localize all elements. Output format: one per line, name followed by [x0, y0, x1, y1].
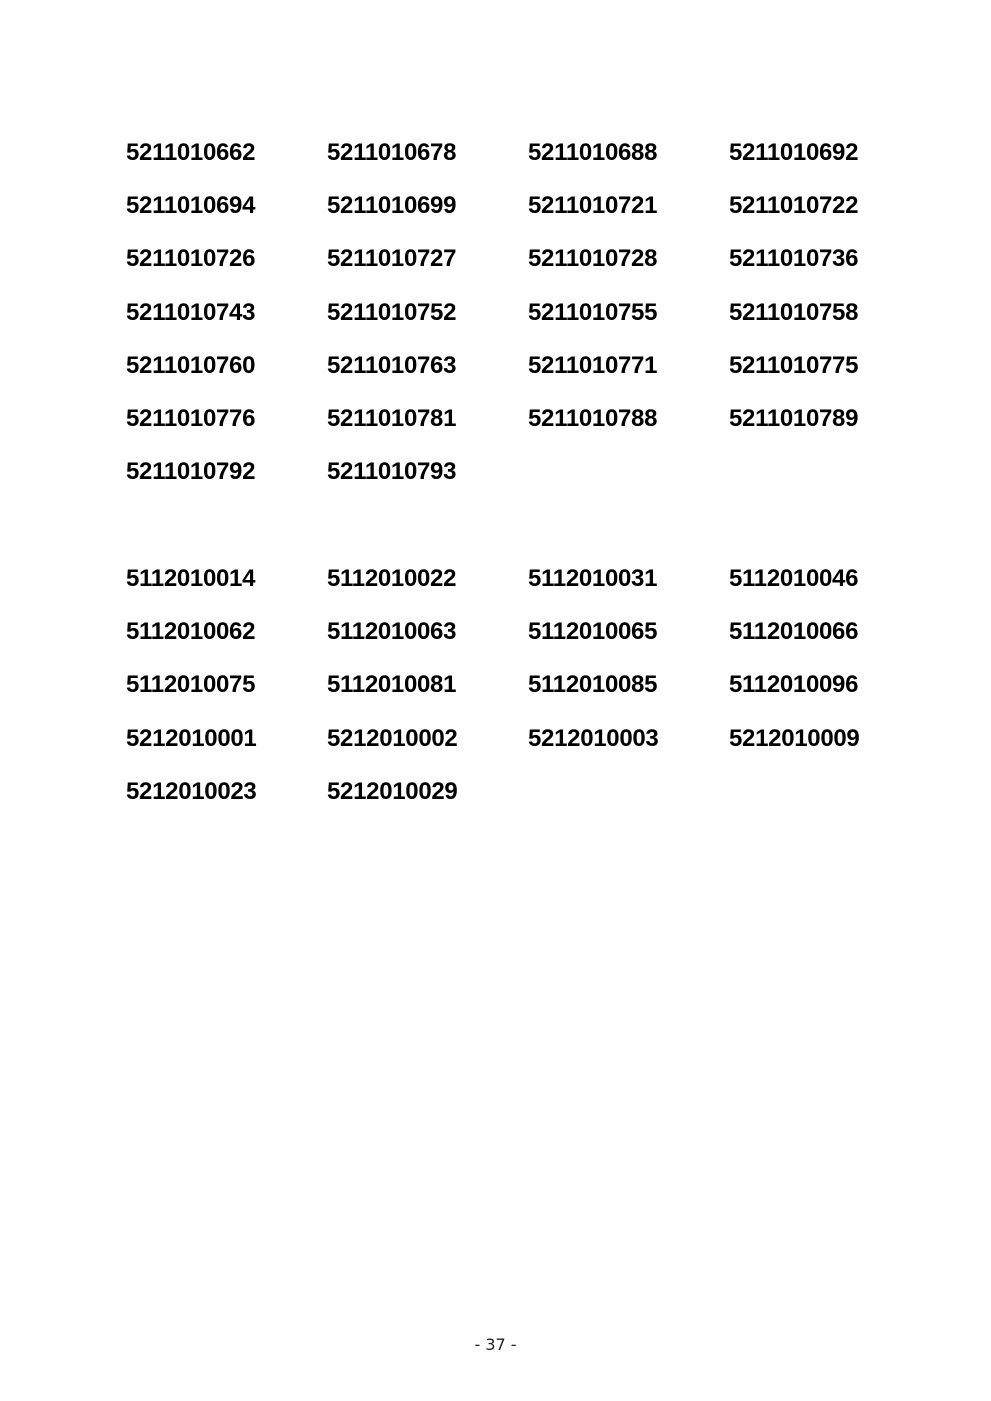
list-item: 5211010755 [528, 298, 658, 326]
list-item: 5211010692 [729, 139, 859, 166]
number-list-section-1 [126, 135, 886, 507]
list-item: 5112010046 [729, 565, 859, 592]
list-item: 5211010760 [126, 351, 256, 379]
list-item: 5211010694 [126, 192, 256, 220]
list-item: 5211010789 [729, 404, 859, 432]
list-item: 5212010001 [126, 724, 257, 752]
list-item: 5211010763 [327, 351, 457, 379]
list-item: 5212010023 [126, 777, 257, 805]
list-item: 5112010066 [729, 618, 859, 646]
list-item: 5112010065 [528, 618, 658, 646]
list-item: 5211010678 [327, 139, 457, 166]
list-item: 5211010728 [528, 245, 658, 273]
list-item: 5211010788 [528, 404, 658, 432]
list-item: 5211010775 [729, 351, 859, 379]
list-item: 5112010031 [528, 565, 658, 592]
list-item: 5212010003 [528, 724, 659, 752]
list-item: 5211010736 [729, 245, 859, 273]
page-number: - 37 - [474, 1335, 517, 1354]
list-item: 5211010699 [327, 192, 457, 220]
list-item: 5112010075 [126, 671, 256, 699]
list-item: 5112010022 [327, 565, 457, 592]
list-item: 5112010014 [126, 565, 256, 592]
list-item: 5211010662 [126, 139, 256, 166]
list-item: 5212010009 [729, 724, 860, 752]
list-item: 5211010776 [126, 404, 256, 432]
number-list-section-2 [126, 561, 886, 827]
list-item: 5211010781 [327, 404, 457, 432]
list-item: 5112010085 [528, 671, 658, 699]
list-item: 5212010029 [327, 777, 458, 805]
list-item: 5211010727 [327, 245, 457, 273]
list-item: 5211010688 [528, 139, 658, 166]
list-item: 5211010726 [126, 245, 256, 273]
list-item: 5212010002 [327, 724, 458, 752]
list-item: 5211010743 [126, 298, 256, 326]
list-item: 5211010752 [327, 298, 457, 326]
list-item: 5112010096 [729, 671, 859, 699]
list-item: 5211010758 [729, 298, 859, 326]
list-item: 5112010081 [327, 671, 457, 699]
list-item: 5112010063 [327, 618, 457, 646]
list-item: 5211010722 [729, 192, 859, 220]
list-item: 5211010721 [528, 192, 658, 220]
list-item: 5112010062 [126, 618, 256, 646]
list-item: 5211010792 [126, 458, 256, 486]
list-item: 5211010771 [528, 351, 658, 379]
list-item: 5211010793 [327, 458, 457, 486]
